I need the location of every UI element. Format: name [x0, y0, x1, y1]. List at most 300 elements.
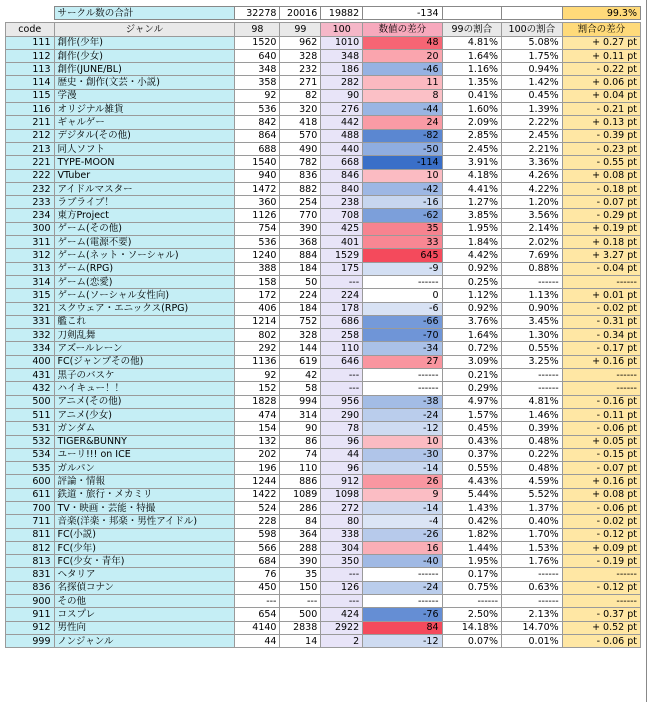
diff-cell: -24	[363, 581, 442, 594]
share-diff-cell: + 0.19 pt	[562, 222, 640, 235]
value-100-cell: 78	[321, 422, 363, 435]
ratio-99-cell: 0.92%	[442, 262, 502, 275]
value-100-cell: 96	[321, 462, 363, 475]
diff-cell: ------	[363, 595, 442, 608]
ratio-99-cell: ------	[442, 595, 502, 608]
ratio-100-cell: 0.88%	[502, 262, 563, 275]
diff-cell: ------	[363, 382, 442, 395]
code-cell: 813	[6, 555, 55, 568]
value-100-cell: 186	[321, 63, 363, 76]
share-diff-cell: ------	[562, 568, 640, 581]
ratio-99-cell: 3.76%	[442, 315, 502, 328]
value-99-cell: 184	[280, 262, 321, 275]
code-cell: 334	[6, 342, 55, 355]
diff-cell: 9	[363, 488, 442, 501]
ratio-100-cell: 4.81%	[502, 395, 563, 408]
table-row	[6, 475, 641, 488]
share-diff-cell: - 0.16 pt	[562, 395, 640, 408]
value-100-cell: 175	[321, 262, 363, 275]
summary-diff: -134	[363, 7, 442, 20]
value-99-cell: 570	[280, 129, 321, 142]
value-98-cell: ---	[235, 595, 280, 608]
diff-cell: 645	[363, 249, 442, 262]
diff-cell: 27	[363, 355, 442, 368]
ratio-100-cell: 0.90%	[502, 302, 563, 315]
diff-cell: -12	[363, 634, 442, 647]
ratio-100-cell: 1.70%	[502, 528, 563, 541]
value-99-cell: 364	[280, 528, 321, 541]
ratio-100-cell: 0.55%	[502, 342, 563, 355]
share-diff-cell: + 0.13 pt	[562, 116, 640, 129]
code-cell: 700	[6, 501, 55, 514]
code-cell: 313	[6, 262, 55, 275]
genre-cell: その他	[54, 595, 235, 608]
ratio-100-cell: ------	[502, 382, 563, 395]
share-diff-cell: - 0.55 pt	[562, 156, 640, 169]
value-98-cell: 1136	[235, 355, 280, 368]
value-98-cell: 598	[235, 528, 280, 541]
table-row	[6, 329, 641, 342]
ratio-100-cell: 1.76%	[502, 555, 563, 568]
value-98-cell: 92	[235, 89, 280, 102]
genre-cell: 創作(少女)	[54, 49, 235, 62]
table-row	[6, 528, 641, 541]
value-99-cell: 184	[280, 302, 321, 315]
table-row	[6, 634, 641, 647]
share-diff-cell: - 0.04 pt	[562, 262, 640, 275]
value-100-cell: 272	[321, 501, 363, 514]
ratio-100-cell: 5.52%	[502, 488, 563, 501]
share-diff-cell: - 0.31 pt	[562, 315, 640, 328]
diff-cell: -4	[363, 515, 442, 528]
diff-cell: -9	[363, 262, 442, 275]
value-98-cell: 1540	[235, 156, 280, 169]
table-row	[6, 49, 641, 62]
value-99-cell: 994	[280, 395, 321, 408]
value-98-cell: 1472	[235, 182, 280, 195]
genre-cell: ギャルゲー	[54, 116, 235, 129]
value-99-cell: 144	[280, 342, 321, 355]
value-98-cell: 684	[235, 555, 280, 568]
ratio-99-cell: 0.75%	[442, 581, 502, 594]
ratio-99-cell: 4.81%	[442, 36, 502, 49]
table-row	[6, 435, 641, 448]
genre-cell: ゲーム(RPG)	[54, 262, 235, 275]
header-share-diff: 割合の差分	[562, 23, 640, 36]
value-100-cell: 348	[321, 49, 363, 62]
code-cell: 300	[6, 222, 55, 235]
value-98-cell: 406	[235, 302, 280, 315]
value-99-cell: 320	[280, 103, 321, 116]
share-diff-cell: - 0.12 pt	[562, 581, 640, 594]
ratio-100-cell: 3.25%	[502, 355, 563, 368]
diff-cell: -42	[363, 182, 442, 195]
code-cell: 900	[6, 595, 55, 608]
ratio-100-cell: 0.48%	[502, 462, 563, 475]
diff-cell: -76	[363, 608, 442, 621]
genre-cell: スクウェア・エニックス(RPG)	[54, 302, 235, 315]
code-cell: 114	[6, 76, 55, 89]
value-98-cell: 536	[235, 236, 280, 249]
table-row	[6, 501, 641, 514]
genre-cell: ゲーム(電源不要)	[54, 236, 235, 249]
table-row	[6, 103, 641, 116]
value-99-cell: 84	[280, 515, 321, 528]
value-100-cell: 668	[321, 156, 363, 169]
ratio-100-cell: 1.37%	[502, 501, 563, 514]
table-row	[6, 315, 641, 328]
genre-cell: 名探偵コナン	[54, 581, 235, 594]
header-99: 99	[280, 23, 321, 36]
genre-cell: 艦これ	[54, 315, 235, 328]
genre-cell: ゲーム(その他)	[54, 222, 235, 235]
code-cell: 332	[6, 329, 55, 342]
value-99-cell: 74	[280, 448, 321, 461]
ratio-100-cell: 0.45%	[502, 89, 563, 102]
ratio-100-cell: ------	[502, 275, 563, 288]
diff-cell: ------	[363, 275, 442, 288]
genre-cell: ノンジャンル	[54, 634, 235, 647]
genre-cell: アズールレーン	[54, 342, 235, 355]
ratio-99-cell: 0.42%	[442, 515, 502, 528]
ratio-99-cell: 1.43%	[442, 501, 502, 514]
ratio-100-cell: 1.30%	[502, 329, 563, 342]
table-row	[6, 302, 641, 315]
value-98-cell: 864	[235, 129, 280, 142]
table-row	[6, 581, 641, 594]
value-98-cell: 92	[235, 369, 280, 382]
ratio-99-cell: 4.41%	[442, 182, 502, 195]
table-row	[6, 222, 641, 235]
ratio-99-cell: 3.91%	[442, 156, 502, 169]
ratio-100-cell: 4.22%	[502, 182, 563, 195]
diff-cell: -44	[363, 103, 442, 116]
ratio-99-cell: 1.12%	[442, 289, 502, 302]
value-99-cell: 782	[280, 156, 321, 169]
header-row	[6, 23, 641, 36]
value-99-cell: 286	[280, 501, 321, 514]
genre-cell: 男性向	[54, 621, 235, 634]
table-row	[6, 462, 641, 475]
header-ratio99: 99の割合	[442, 23, 502, 36]
ratio-99-cell: 1.84%	[442, 236, 502, 249]
value-100-cell: 686	[321, 315, 363, 328]
genre-cell: TYPE-MOON	[54, 156, 235, 169]
table-row	[6, 236, 641, 249]
genre-cell: アイドルマスター	[54, 182, 235, 195]
share-diff-cell: - 0.15 pt	[562, 448, 640, 461]
value-98-cell: 450	[235, 581, 280, 594]
value-100-cell: 350	[321, 555, 363, 568]
share-diff-cell: - 0.17 pt	[562, 342, 640, 355]
share-diff-cell: - 0.06 pt	[562, 634, 640, 647]
ratio-100-cell: 1.39%	[502, 103, 563, 116]
value-99-cell: 962	[280, 36, 321, 49]
diff-cell: ------	[363, 568, 442, 581]
summary-title: サークル数の合計	[54, 7, 235, 20]
share-diff-cell: + 0.04 pt	[562, 89, 640, 102]
ratio-99-cell: 1.64%	[442, 49, 502, 62]
value-98-cell: 4140	[235, 621, 280, 634]
value-98-cell: 44	[235, 634, 280, 647]
value-100-cell: 846	[321, 169, 363, 182]
table-row	[6, 515, 641, 528]
value-100-cell: 178	[321, 302, 363, 315]
diff-cell: -12	[363, 422, 442, 435]
ratio-100-cell: ------	[502, 568, 563, 581]
ratio-99-cell: 1.64%	[442, 329, 502, 342]
code-cell: 331	[6, 315, 55, 328]
table-row	[6, 289, 641, 302]
value-98-cell: 566	[235, 541, 280, 554]
genre-cell: 創作(少年)	[54, 36, 235, 49]
value-99-cell: 390	[280, 222, 321, 235]
ratio-99-cell: 1.95%	[442, 555, 502, 568]
diff-cell: 0	[363, 289, 442, 302]
value-100-cell: 238	[321, 196, 363, 209]
genre-table	[5, 6, 641, 648]
value-99-cell: 418	[280, 116, 321, 129]
genre-cell: ハイキュー！！	[54, 382, 235, 395]
ratio-100-cell: 2.45%	[502, 129, 563, 142]
value-100-cell: 44	[321, 448, 363, 461]
value-99-cell: 619	[280, 355, 321, 368]
value-100-cell: 96	[321, 435, 363, 448]
code-cell: 532	[6, 435, 55, 448]
share-diff-cell: - 0.34 pt	[562, 329, 640, 342]
share-diff-cell: - 0.18 pt	[562, 182, 640, 195]
diff-cell: 20	[363, 49, 442, 62]
ratio-99-cell: 0.07%	[442, 634, 502, 647]
value-100-cell: 708	[321, 209, 363, 222]
code-cell: 999	[6, 634, 55, 647]
value-98-cell: 754	[235, 222, 280, 235]
genre-cell: TV・映画・芸能・特撮	[54, 501, 235, 514]
value-98-cell: 172	[235, 289, 280, 302]
diff-cell: -34	[363, 342, 442, 355]
share-diff-cell: - 0.21 pt	[562, 103, 640, 116]
code-cell: 432	[6, 382, 55, 395]
table-row	[6, 249, 641, 262]
value-100-cell: 2922	[321, 621, 363, 634]
value-99-cell: 1089	[280, 488, 321, 501]
genre-cell: FC(少女・青年)	[54, 555, 235, 568]
value-100-cell: 840	[321, 182, 363, 195]
value-100-cell: 442	[321, 116, 363, 129]
value-100-cell: 126	[321, 581, 363, 594]
value-98-cell: 688	[235, 142, 280, 155]
value-100-cell: 224	[321, 289, 363, 302]
diff-cell: -24	[363, 408, 442, 421]
value-100-cell: ---	[321, 568, 363, 581]
ratio-100-cell: ------	[502, 595, 563, 608]
value-98-cell: 202	[235, 448, 280, 461]
value-99-cell: 390	[280, 555, 321, 568]
value-99-cell: 314	[280, 408, 321, 421]
value-99-cell: 58	[280, 382, 321, 395]
table-row	[6, 342, 641, 355]
value-99-cell: 770	[280, 209, 321, 222]
table-row	[6, 568, 641, 581]
diff-cell: -62	[363, 209, 442, 222]
ratio-99-cell: 1.60%	[442, 103, 502, 116]
value-98-cell: 1214	[235, 315, 280, 328]
value-100-cell: ---	[321, 275, 363, 288]
code-cell: 315	[6, 289, 55, 302]
header-diff: 数値の差分	[363, 23, 442, 36]
code-cell: 400	[6, 355, 55, 368]
share-diff-cell: + 0.11 pt	[562, 49, 640, 62]
value-99-cell: 35	[280, 568, 321, 581]
genre-cell: 音楽(洋楽・邦楽・男性アイドル)	[54, 515, 235, 528]
diff-cell: 26	[363, 475, 442, 488]
genre-cell: ヘタリア	[54, 568, 235, 581]
code-cell: 831	[6, 568, 55, 581]
ratio-100-cell: 1.42%	[502, 76, 563, 89]
value-98-cell: 152	[235, 382, 280, 395]
diff-cell: 10	[363, 435, 442, 448]
table-row	[6, 355, 641, 368]
share-diff-cell: ------	[562, 595, 640, 608]
code-cell: 234	[6, 209, 55, 222]
value-98-cell: 654	[235, 608, 280, 621]
share-diff-cell: + 0.06 pt	[562, 76, 640, 89]
summary-row	[6, 7, 641, 20]
value-99-cell: 752	[280, 315, 321, 328]
diff-cell: 24	[363, 116, 442, 129]
value-99-cell: 2838	[280, 621, 321, 634]
value-98-cell: 802	[235, 329, 280, 342]
diff-cell: -14	[363, 462, 442, 475]
ratio-100-cell: ------	[502, 369, 563, 382]
value-100-cell: 424	[321, 608, 363, 621]
value-99-cell: 368	[280, 236, 321, 249]
ratio-99-cell: 1.82%	[442, 528, 502, 541]
value-100-cell: 912	[321, 475, 363, 488]
table-row	[6, 555, 641, 568]
value-99-cell: 882	[280, 182, 321, 195]
ratio-100-cell: 3.56%	[502, 209, 563, 222]
table-row	[6, 369, 641, 382]
code-cell: 232	[6, 182, 55, 195]
ratio-99-cell: 2.85%	[442, 129, 502, 142]
ratio-99-cell: 0.55%	[442, 462, 502, 475]
value-99-cell: 90	[280, 422, 321, 435]
genre-cell: ガンダム	[54, 422, 235, 435]
value-98-cell: 358	[235, 76, 280, 89]
value-98-cell: 76	[235, 568, 280, 581]
ratio-99-cell: 4.42%	[442, 249, 502, 262]
table-row	[6, 142, 641, 155]
ratio-99-cell: 1.16%	[442, 63, 502, 76]
value-99-cell: 500	[280, 608, 321, 621]
code-cell: 115	[6, 89, 55, 102]
share-diff-cell: + 0.09 pt	[562, 541, 640, 554]
ratio-100-cell: 14.70%	[502, 621, 563, 634]
value-100-cell: 276	[321, 103, 363, 116]
genre-cell: 同人ソフト	[54, 142, 235, 155]
share-diff-cell: - 0.06 pt	[562, 422, 640, 435]
value-98-cell: 1244	[235, 475, 280, 488]
ratio-99-cell: 0.41%	[442, 89, 502, 102]
code-cell: 431	[6, 369, 55, 382]
table-row	[6, 448, 641, 461]
share-diff-cell: + 0.01 pt	[562, 289, 640, 302]
ratio-99-cell: 1.35%	[442, 76, 502, 89]
diff-cell: -16	[363, 196, 442, 209]
share-diff-cell: + 0.05 pt	[562, 435, 640, 448]
genre-cell: TIGER&BUNNY	[54, 435, 235, 448]
code-cell: 535	[6, 462, 55, 475]
value-100-cell: 80	[321, 515, 363, 528]
ratio-100-cell: 0.40%	[502, 515, 563, 528]
genre-cell: 刀剣乱舞	[54, 329, 235, 342]
table-row	[6, 422, 641, 435]
value-98-cell: 1828	[235, 395, 280, 408]
table-row	[6, 382, 641, 395]
header-code: code	[6, 23, 55, 36]
summary-share: 99.3%	[562, 7, 640, 20]
value-99-cell: 884	[280, 249, 321, 262]
share-diff-cell: - 0.02 pt	[562, 302, 640, 315]
genre-cell: ゲーム(ソーシャル女性向)	[54, 289, 235, 302]
ratio-100-cell: 1.53%	[502, 541, 563, 554]
value-99-cell: 42	[280, 369, 321, 382]
genre-cell: FC(小説)	[54, 528, 235, 541]
genre-cell: ガルパン	[54, 462, 235, 475]
value-100-cell: 401	[321, 236, 363, 249]
code-cell: 611	[6, 488, 55, 501]
value-98-cell: 360	[235, 196, 280, 209]
value-99-cell: 86	[280, 435, 321, 448]
value-100-cell: 440	[321, 142, 363, 155]
value-100-cell: ---	[321, 382, 363, 395]
genre-cell: コスプレ	[54, 608, 235, 621]
value-100-cell: 90	[321, 89, 363, 102]
value-99-cell: 886	[280, 475, 321, 488]
ratio-99-cell: 5.44%	[442, 488, 502, 501]
share-diff-cell: ------	[562, 369, 640, 382]
value-99-cell: 328	[280, 329, 321, 342]
share-diff-cell: ------	[562, 275, 640, 288]
share-diff-cell: ------	[562, 382, 640, 395]
share-diff-cell: + 0.16 pt	[562, 355, 640, 368]
value-100-cell: 1010	[321, 36, 363, 49]
share-diff-cell: - 0.11 pt	[562, 408, 640, 421]
diff-cell: -6	[363, 302, 442, 315]
share-diff-cell: + 0.08 pt	[562, 488, 640, 501]
ratio-99-cell: 3.85%	[442, 209, 502, 222]
code-cell: 811	[6, 528, 55, 541]
genre-cell: 歴史・創作(文芸・小説)	[54, 76, 235, 89]
diff-cell: 35	[363, 222, 442, 235]
code-cell: 213	[6, 142, 55, 155]
ratio-99-cell: 0.43%	[442, 435, 502, 448]
ratio-100-cell: 1.46%	[502, 408, 563, 421]
diff-cell: -14	[363, 501, 442, 514]
share-diff-cell: - 0.37 pt	[562, 608, 640, 621]
genre-cell: 評論・情報	[54, 475, 235, 488]
genre-cell: オリジナル雑貨	[54, 103, 235, 116]
value-99-cell: 224	[280, 289, 321, 302]
ratio-99-cell: 1.27%	[442, 196, 502, 209]
share-diff-cell: - 0.29 pt	[562, 209, 640, 222]
genre-cell: ゲーム(恋愛)	[54, 275, 235, 288]
table-row	[6, 116, 641, 129]
ratio-100-cell: 7.69%	[502, 249, 563, 262]
table-row	[6, 156, 641, 169]
value-100-cell: 1098	[321, 488, 363, 501]
